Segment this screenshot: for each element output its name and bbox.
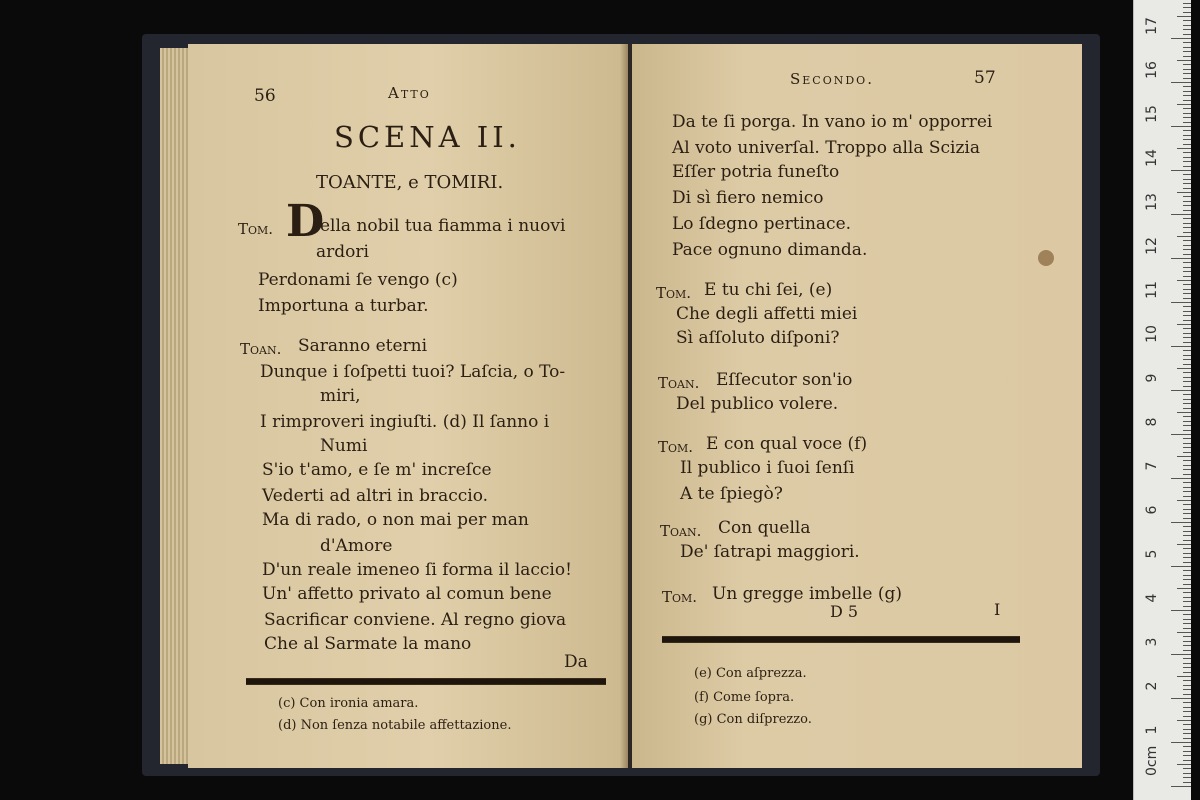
ruler-tick <box>1183 386 1191 387</box>
running-head-right: Secondo. <box>790 70 874 88</box>
ruler-tick <box>1171 786 1191 787</box>
ruler-tick <box>1183 526 1191 527</box>
ruler-tick <box>1183 658 1191 659</box>
ruler-tick <box>1183 606 1191 607</box>
ruler-number: 17 <box>1144 17 1160 35</box>
ruler-tick <box>1183 51 1191 52</box>
ruler-number: 12 <box>1144 237 1160 255</box>
ruler-tick <box>1183 540 1191 541</box>
footnote-rule <box>246 678 606 685</box>
ruler-tick <box>1183 636 1191 637</box>
ruler-tick <box>1177 500 1191 501</box>
ruler-tick <box>1183 42 1191 43</box>
ruler-tick <box>1177 588 1191 589</box>
ruler-tick <box>1183 680 1191 681</box>
ruler-tick <box>1183 738 1191 739</box>
ruler-tick <box>1171 38 1191 39</box>
ruler-number: 5 <box>1144 549 1160 559</box>
ruler-tick <box>1183 443 1191 444</box>
ruler-tick <box>1177 60 1191 61</box>
speaker-label: Tom. <box>656 284 692 302</box>
verse-line: A te ſpiegò? <box>680 484 783 504</box>
verse-line: E con qual voce (f) <box>706 434 868 454</box>
ruler-tick <box>1183 34 1191 35</box>
ruler-tick <box>1183 249 1191 250</box>
ruler-tick <box>1183 768 1191 769</box>
verse-line: D'un reale imeneo ſi forma il laccio! <box>262 560 572 580</box>
ruler-tick <box>1183 553 1191 554</box>
ruler-tick <box>1183 183 1191 184</box>
speaker-label: Toan. <box>658 374 700 392</box>
ruler-tick <box>1183 496 1191 497</box>
speaker-label: Tom. <box>662 588 698 606</box>
ruler-tick <box>1183 218 1191 219</box>
verse-line: De' ſatrapi maggiori. <box>680 542 860 562</box>
ruler-tick <box>1183 482 1191 483</box>
verse-line: Lo ſdegno pertinace. <box>672 214 852 234</box>
ruler-tick <box>1183 663 1191 664</box>
verse-line: Un' affetto privato al comun bene <box>262 584 552 604</box>
ruler-tick <box>1183 557 1191 558</box>
ruler-tick <box>1183 782 1191 783</box>
ruler-tick <box>1183 614 1191 615</box>
ruler-tick <box>1183 293 1191 294</box>
ink-stain <box>1038 250 1054 266</box>
ruler-tick <box>1171 170 1191 171</box>
ruler-number: 16 <box>1144 61 1160 79</box>
ruler-tick <box>1183 210 1191 211</box>
ruler-tick <box>1183 421 1191 422</box>
verse-line: Importuna a turbar. <box>258 296 429 316</box>
ruler-tick <box>1183 20 1191 21</box>
measurement-ruler <box>1133 0 1191 800</box>
ruler-tick <box>1183 135 1191 136</box>
ruler-tick <box>1171 566 1191 567</box>
ruler-tick <box>1183 518 1191 519</box>
ruler-number: 13 <box>1144 193 1160 211</box>
speaker-label: Toan. <box>240 340 282 358</box>
ruler-tick <box>1177 412 1191 413</box>
ruler-tick <box>1183 707 1191 708</box>
ruler-tick <box>1183 531 1191 532</box>
ruler-number: 14 <box>1144 149 1160 167</box>
ruler-tick <box>1183 196 1191 197</box>
ruler-tick <box>1177 676 1191 677</box>
ruler-tick <box>1183 161 1191 162</box>
ruler-tick <box>1183 460 1191 461</box>
ruler-tick <box>1183 7 1191 8</box>
ruler-tick <box>1183 601 1191 602</box>
ruler-tick <box>1183 306 1191 307</box>
ruler-number: 8 <box>1144 417 1160 427</box>
ruler-tick <box>1183 465 1191 466</box>
verse-line: Di sì fiero nemico <box>672 188 824 208</box>
right-page <box>632 44 1082 768</box>
ruler-tick <box>1183 262 1191 263</box>
ruler-tick <box>1183 623 1191 624</box>
ruler-tick <box>1183 56 1191 57</box>
page-number-right: 57 <box>974 68 996 88</box>
ruler-tick <box>1183 91 1191 92</box>
verse-line: Pace ognuno dimanda. <box>672 240 868 260</box>
ruler-tick <box>1183 650 1191 651</box>
ruler-tick <box>1183 271 1191 272</box>
ruler-tick <box>1183 69 1191 70</box>
ruler-tick <box>1183 548 1191 549</box>
verse-line: Sacrificar conviene. Al regno giova <box>264 610 567 630</box>
verse-line: Del publico volere. <box>676 394 839 414</box>
speaker-label: Toan. <box>660 522 702 540</box>
ruler-tick <box>1171 610 1191 611</box>
ruler-tick <box>1171 214 1191 215</box>
ruler-number: 6 <box>1144 505 1160 515</box>
ruler-tick <box>1183 694 1191 695</box>
ruler-tick <box>1183 108 1191 109</box>
ruler-tick <box>1183 201 1191 202</box>
ruler-tick <box>1183 276 1191 277</box>
ruler-tick <box>1183 350 1191 351</box>
ruler-tick <box>1183 399 1191 400</box>
ruler-tick <box>1183 733 1191 734</box>
verse-line: ella nobil tua fiamma i nuovi <box>320 216 566 236</box>
ruler-tick <box>1177 192 1191 193</box>
ruler-tick <box>1183 667 1191 668</box>
ruler-tick <box>1183 755 1191 756</box>
ruler-tick <box>1183 575 1191 576</box>
ruler-tick <box>1177 764 1191 765</box>
ruler-tick <box>1183 29 1191 30</box>
ruler-tick <box>1171 522 1191 523</box>
ruler-tick <box>1183 438 1191 439</box>
verse-line: Saranno eterni <box>298 336 428 356</box>
verse-line: Da te ſi porga. In vano io m' opporrei <box>672 112 993 132</box>
ruler-tick <box>1177 632 1191 633</box>
verse-line: E tu chi ſei, (e) <box>704 280 833 300</box>
ruler-tick <box>1183 47 1191 48</box>
ruler-tick <box>1183 337 1191 338</box>
verse-line: Il publico i ſuoi ſenſi <box>680 458 855 478</box>
ruler-tick <box>1177 280 1191 281</box>
ruler-tick <box>1183 86 1191 87</box>
ruler-tick <box>1183 122 1191 123</box>
ruler-tick <box>1183 416 1191 417</box>
ruler-tick <box>1177 236 1191 237</box>
ruler-tick <box>1183 298 1191 299</box>
ruler-tick <box>1183 597 1191 598</box>
ruler-tick <box>1183 377 1191 378</box>
ruler-tick <box>1183 702 1191 703</box>
ruler-tick <box>1171 434 1191 435</box>
verse-line: S'io t'amo, e ſe m' increſce <box>262 460 492 480</box>
ruler-tick <box>1183 73 1191 74</box>
ruler-tick <box>1183 289 1191 290</box>
ruler-tick <box>1183 746 1191 747</box>
ruler-tick <box>1177 324 1191 325</box>
ruler-tick <box>1183 619 1191 620</box>
ruler-tick <box>1183 342 1191 343</box>
ruler-tick <box>1183 716 1191 717</box>
ruler-tick <box>1183 504 1191 505</box>
ruler-tick <box>1183 592 1191 593</box>
ruler-tick <box>1171 126 1191 127</box>
ruler-tick <box>1171 478 1191 479</box>
ruler-number: 4 <box>1144 593 1160 603</box>
ruler-tick <box>1183 267 1191 268</box>
ruler-tick <box>1183 95 1191 96</box>
ruler-tick <box>1183 452 1191 453</box>
verse-line: Al voto univerſal. Troppo alla Scizia <box>672 138 981 158</box>
verse-line: Ma di rado, o non mai per man <box>262 510 529 530</box>
ruler-tick <box>1183 403 1191 404</box>
ruler-tick <box>1183 284 1191 285</box>
verse-line: Eſſer potria funeſto <box>672 162 840 182</box>
ruler-tick <box>1183 430 1191 431</box>
ruler-tick <box>1183 487 1191 488</box>
verse-line: d'Amore <box>320 536 393 556</box>
ruler-tick <box>1183 685 1191 686</box>
ruler-tick <box>1183 100 1191 101</box>
ruler-tick <box>1183 113 1191 114</box>
ruler-tick <box>1171 698 1191 699</box>
ruler-number: 9 <box>1144 373 1160 383</box>
verse-line: miri, <box>320 386 361 406</box>
verse-line: Numi <box>320 436 368 456</box>
ruler-tick <box>1183 64 1191 65</box>
ruler-tick <box>1171 258 1191 259</box>
ruler-tick <box>1183 408 1191 409</box>
ruler-tick <box>1183 227 1191 228</box>
footnote: (f) Come ſopra. <box>694 690 795 705</box>
characters-heading: TOANTE, e TOMIRI. <box>316 172 504 193</box>
ruler-tick <box>1183 232 1191 233</box>
page-number-left: 56 <box>254 86 276 106</box>
ruler-tick <box>1183 469 1191 470</box>
ruler-tick <box>1183 509 1191 510</box>
ruler-tick <box>1183 641 1191 642</box>
ruler-tick <box>1183 174 1191 175</box>
signature-mark: D 5 <box>830 602 859 621</box>
footnote: (c) Con ironia amara. <box>278 696 419 711</box>
ruler-tick <box>1183 139 1191 140</box>
ruler-tick <box>1183 78 1191 79</box>
ruler-tick <box>1177 16 1191 17</box>
ruler-tick <box>1183 535 1191 536</box>
ruler-tick <box>1183 570 1191 571</box>
ruler-tick <box>1183 584 1191 585</box>
ruler-tick <box>1183 320 1191 321</box>
ruler-tick <box>1183 777 1191 778</box>
ruler-tick <box>1183 166 1191 167</box>
ruler-tick <box>1171 302 1191 303</box>
ruler-tick <box>1183 333 1191 334</box>
ruler-tick <box>1183 773 1191 774</box>
ruler-number: 7 <box>1144 461 1160 471</box>
ruler-tick <box>1177 368 1191 369</box>
speaker-label: Tom. <box>658 438 694 456</box>
ruler-number: 3 <box>1144 637 1160 647</box>
speaker-label: Tom. <box>238 220 274 238</box>
ruler-number: 1 <box>1144 725 1160 735</box>
ruler-tick <box>1183 579 1191 580</box>
footnote: (d) Non ſenza notabile affettazione. <box>278 718 512 733</box>
ruler-tick <box>1183 359 1191 360</box>
ruler-tick <box>1183 364 1191 365</box>
scene-title: SCENA II. <box>334 120 521 154</box>
ruler-tick <box>1183 562 1191 563</box>
ruler-tick <box>1183 25 1191 26</box>
ruler-number: 10 <box>1144 325 1160 343</box>
verse-line: Un gregge imbelle (g) <box>712 584 902 604</box>
verse-line: Dunque i ſoſpetti tuoi? Laſcia, o To- <box>260 362 566 382</box>
ruler-number: 11 <box>1144 281 1160 299</box>
catchword: I <box>994 600 1001 619</box>
ruler-tick <box>1183 157 1191 158</box>
ruler-tick <box>1183 254 1191 255</box>
ruler-tick <box>1183 245 1191 246</box>
ruler-tick <box>1177 456 1191 457</box>
verse-line: I rimproveri ingiuſti. (d) Il ſanno i <box>260 412 550 432</box>
verse-line: Perdonami ſe vengo (c) <box>258 270 458 290</box>
ruler-tick <box>1177 720 1191 721</box>
verse-line: Con quella <box>718 518 811 538</box>
ruler-tick <box>1177 148 1191 149</box>
ruler-tick <box>1183 328 1191 329</box>
ruler-tick <box>1183 130 1191 131</box>
ruler-tick <box>1171 346 1191 347</box>
verse-line: ardori <box>316 242 369 262</box>
ruler-tick <box>1183 425 1191 426</box>
ruler-tick <box>1183 144 1191 145</box>
ruler-tick <box>1171 82 1191 83</box>
ruler-tick <box>1183 513 1191 514</box>
ruler-tick <box>1183 645 1191 646</box>
ruler-tick <box>1183 205 1191 206</box>
ruler-tick <box>1183 760 1191 761</box>
ruler-tick <box>1183 729 1191 730</box>
verse-line: Che degli affetti miei <box>676 304 858 324</box>
ruler-tick <box>1183 355 1191 356</box>
ruler-tick <box>1183 491 1191 492</box>
ruler-tick <box>1183 117 1191 118</box>
ruler-number: 0cm <box>1144 745 1160 776</box>
ruler-number: 15 <box>1144 105 1160 123</box>
verse-line: Che al Sarmate la mano <box>264 634 472 654</box>
ruler-tick <box>1183 381 1191 382</box>
running-head-left: Atto <box>388 84 431 102</box>
ruler-tick <box>1183 628 1191 629</box>
ruler-tick <box>1183 447 1191 448</box>
ruler-tick <box>1183 751 1191 752</box>
ruler-tick <box>1177 544 1191 545</box>
ruler-tick <box>1183 372 1191 373</box>
verse-line: Sì aſſoluto diſponi? <box>676 328 840 348</box>
ruler-tick <box>1171 742 1191 743</box>
catchword: Da <box>564 652 588 672</box>
verse-line: Eſſecutor son'io <box>716 370 853 390</box>
ruler-tick <box>1171 390 1191 391</box>
ruler-tick <box>1183 152 1191 153</box>
ruler-tick <box>1183 179 1191 180</box>
ruler-tick <box>1183 315 1191 316</box>
ruler-tick <box>1183 672 1191 673</box>
ruler-tick <box>1171 654 1191 655</box>
ruler-tick <box>1183 474 1191 475</box>
ruler-tick <box>1183 3 1191 4</box>
footnote: (g) Con diſprezzo. <box>694 712 812 727</box>
ruler-tick <box>1183 188 1191 189</box>
page-edges-left <box>160 48 190 764</box>
footnote: (e) Con aſprezza. <box>694 666 807 681</box>
ruler-tick <box>1183 711 1191 712</box>
ruler-number: 2 <box>1144 681 1160 691</box>
ruler-tick <box>1183 240 1191 241</box>
ruler-tick <box>1183 689 1191 690</box>
ruler-tick <box>1183 311 1191 312</box>
ruler-tick <box>1183 12 1191 13</box>
ruler-tick <box>1183 223 1191 224</box>
drop-cap: D <box>286 196 325 247</box>
footnote-rule <box>662 636 1020 643</box>
left-page <box>188 44 628 768</box>
ruler-tick <box>1183 394 1191 395</box>
verse-line: Vederti ad altri in braccio. <box>262 486 489 506</box>
ruler-tick <box>1177 104 1191 105</box>
ruler-tick <box>1183 724 1191 725</box>
